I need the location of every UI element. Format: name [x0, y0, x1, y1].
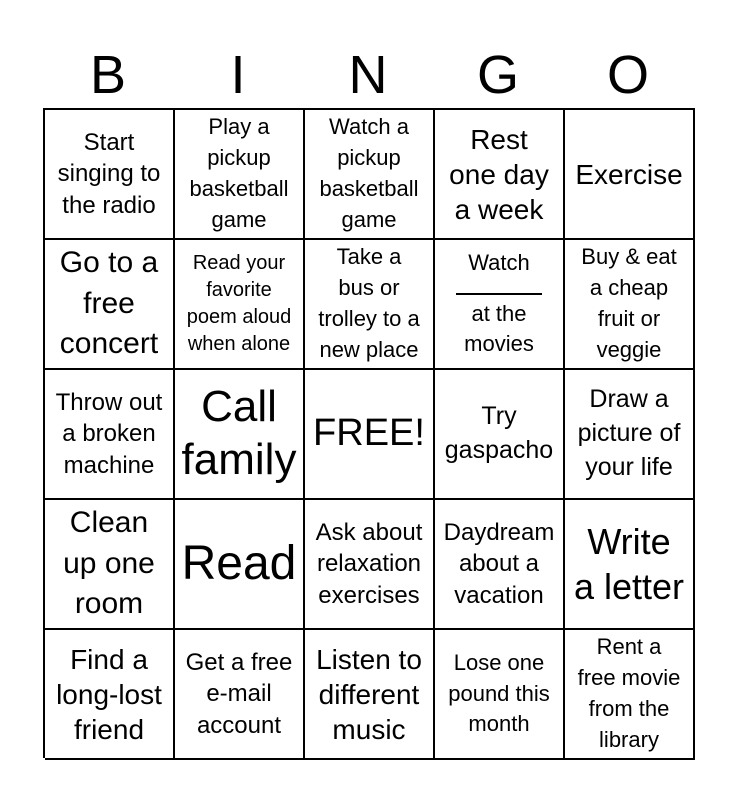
bingo-cell-o2[interactable]: Buy & eat a cheap fruit or veggie — [565, 240, 695, 370]
bingo-cell-o1[interactable]: Exercise — [565, 110, 695, 240]
bingo-cell-n1[interactable]: Watch a pickup basketball game — [305, 110, 435, 240]
header-letter-i: I — [230, 45, 246, 105]
bingo-cell-i5[interactable]: Get a free e-mail account — [175, 630, 305, 760]
fill-in-blank-line — [456, 281, 542, 295]
bingo-cell-o3[interactable]: Draw a picture of your life — [565, 370, 695, 500]
bingo-board — [43, 108, 695, 758]
bingo-cell-b3[interactable]: Throw out a broken machine — [45, 370, 175, 500]
header-letter-b: B — [89, 45, 127, 105]
bingo-cell-g5[interactable]: Lose one pound this month — [435, 630, 565, 760]
watch-label: Watch — [468, 249, 530, 275]
watch-suffix: at the movies — [464, 300, 534, 357]
bingo-header — [43, 44, 693, 106]
bingo-cell-b1[interactable]: Start singing to the radio — [45, 110, 175, 240]
bingo-cell-n4[interactable]: Ask about relaxation exercises — [305, 500, 435, 630]
bingo-cell-g3[interactable]: Try gaspacho — [435, 370, 565, 500]
bingo-cell-n3-free[interactable]: FREE! — [305, 370, 435, 500]
bingo-cell-o4[interactable]: Write a letter — [565, 500, 695, 630]
bingo-cell-n5[interactable]: Listen to different music — [305, 630, 435, 760]
bingo-cell-i4[interactable]: Read — [175, 500, 305, 630]
bingo-cell-b5[interactable]: Find a long-lost friend — [45, 630, 175, 760]
bingo-cell-i1[interactable]: Play a pickup basketball game — [175, 110, 305, 240]
header-letter-n: N — [348, 45, 388, 105]
bingo-cell-i2[interactable]: Read your favorite poem aloud when alone — [175, 240, 305, 370]
bingo-cell-g1[interactable]: Rest one day a week — [435, 110, 565, 240]
bingo-cell-o5[interactable]: Rent a free movie from the library — [565, 630, 695, 760]
bingo-cell-i3[interactable]: Call family — [175, 370, 305, 500]
bingo-cell-b4[interactable]: Clean up one room — [45, 500, 175, 630]
header-letter-g: G — [476, 45, 519, 105]
header-letter-o: O — [606, 45, 649, 105]
bingo-cell-b2[interactable]: Go to a free concert — [45, 240, 175, 370]
bingo-cell-g2[interactable] — [435, 240, 565, 370]
bingo-cell-g4[interactable]: Daydream about a vacation — [435, 500, 565, 630]
bingo-cell-n2[interactable]: Take a bus or trolley to a new place — [305, 240, 435, 370]
